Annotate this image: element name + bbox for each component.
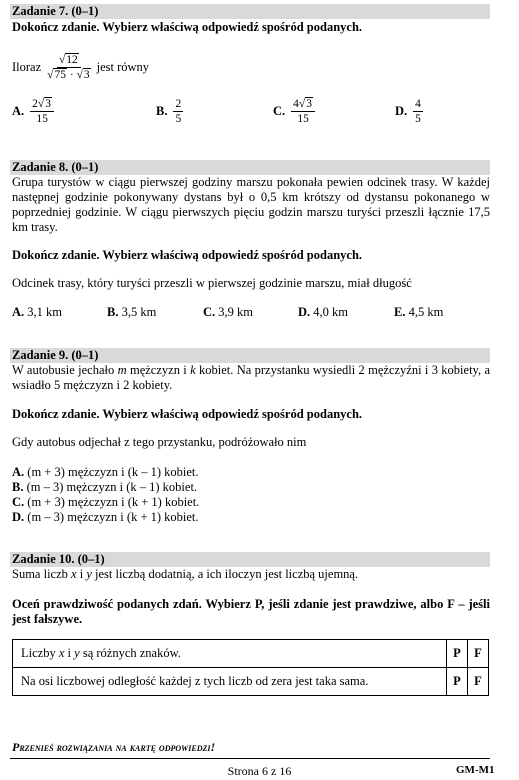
- task8-option-e[interactable]: [394, 305, 443, 320]
- option-text: 3,9 km: [218, 305, 254, 319]
- text-part: są różnych znaków.: [79, 646, 181, 660]
- text-part: Liczby: [21, 646, 59, 660]
- task7-stem-before: Iloraz: [12, 59, 42, 74]
- page-number: Strona 6 z 16: [227, 764, 292, 778]
- option-den: 15: [36, 113, 48, 125]
- option-label: A.: [12, 465, 25, 479]
- task9-option-d[interactable]: [12, 510, 199, 525]
- option-men-expr: (m + 3): [27, 495, 65, 509]
- task8-question: Odcinek trasy, który turyści przeszli w pierwszej godzinie marszu, miał długość: [12, 276, 412, 290]
- true-choice-cell[interactable]: P: [447, 640, 468, 668]
- task9-header: Zadanie 9. (0–1): [10, 348, 490, 363]
- text-part: Suma liczb: [12, 567, 72, 581]
- true-choice-cell[interactable]: P: [447, 668, 468, 696]
- option-women-word: kobiet.: [161, 495, 200, 509]
- statement-cell: [13, 640, 447, 668]
- option-text: 3,5 km: [121, 305, 157, 319]
- task7-stem-after: jest równy: [96, 59, 150, 74]
- option-rad: 3: [45, 98, 51, 110]
- task7-option-a[interactable]: A. $\frac{2√3}{15}$: [12, 97, 54, 126]
- task10-text: [12, 567, 490, 582]
- task10-instruction: Oceń prawdziwość podanych zdań. Wybierz P, jeśli zdanie jest prawdziwe, albo F – jeśli jest fałszywe.: [12, 597, 490, 626]
- false-choice-cell[interactable]: F: [468, 668, 489, 696]
- option-text: 4,5 km: [408, 305, 444, 319]
- statement-cell: Na osi liczbowej odległość każdej z tych liczb od zera jest taka sama.: [13, 668, 447, 696]
- task9-option-a[interactable]: [12, 465, 199, 480]
- footer-divider: [10, 758, 490, 759]
- option-women-expr: (k – 1): [127, 465, 162, 479]
- task10-header: Zadanie 10. (0–1): [10, 552, 490, 567]
- option-coef: 4: [293, 98, 299, 110]
- option-women-expr: (k + 1): [126, 510, 162, 524]
- task7-stem-den-b: 3: [83, 68, 90, 81]
- option-label: A.: [12, 104, 25, 118]
- option-coef: 2: [32, 98, 38, 110]
- table-row: [13, 668, 489, 696]
- task7-stem-num: 12: [66, 53, 78, 66]
- task7-stem-fraction: $\frac{√12}{√75 \cdot √3}$: [47, 53, 90, 81]
- option-men-word: mężczyzn i: [64, 495, 128, 509]
- task8-option-c[interactable]: [203, 305, 253, 320]
- option-label: C.: [273, 104, 286, 118]
- option-rad: 3: [306, 98, 312, 110]
- task9-text: [12, 363, 490, 393]
- task9-option-c[interactable]: [12, 495, 199, 510]
- option-label: B.: [107, 305, 119, 319]
- text-part: kobiet. Na przystanku wysiedli 2 mężczyźni i 3 kobiety, a wsiadło 5 mężczyzn i 2 kobiety.: [12, 363, 491, 392]
- option-num: 4: [415, 98, 421, 110]
- task8-option-b[interactable]: [107, 305, 156, 320]
- task8-text: Grupa turystów w ciągu pierwszej godziny marszu pokonała pewien odcinek trasy. W każdej następnej godzinie pokonywany dystans był o 0,5 km krótszy od dystansu pokonanego w poprzedniej godzinie. W ciągu pierwszych pięciu godzin marszu turyści przeszli łącznie 17,5 km trasy.: [12, 175, 490, 234]
- option-label: C.: [12, 495, 25, 509]
- option-label: C.: [203, 305, 216, 319]
- task7-stem-dot: ·: [69, 68, 74, 81]
- option-women-word: kobiet.: [161, 465, 199, 479]
- true-false-table: [12, 639, 489, 696]
- text-part: jest liczbą dodatnią, a ich iloczyn jest liczbą ujemną.: [91, 567, 359, 581]
- variable-y: y: [86, 567, 92, 581]
- option-den: 5: [175, 113, 182, 125]
- option-label: D.: [298, 305, 311, 319]
- task9-instruction: Dokończ zdanie. Wybierz właściwą odpowiedź spośród podanych.: [12, 407, 363, 421]
- text-part: mężczyzn i: [126, 363, 191, 377]
- false-choice-cell[interactable]: F: [468, 640, 489, 668]
- variable-y: y: [74, 646, 80, 660]
- option-text: 4,0 km: [313, 305, 349, 319]
- option-label: A.: [12, 305, 25, 319]
- option-women-word: kobiet.: [161, 510, 199, 524]
- task7-option-c[interactable]: C. $\frac{4√3}{15}$: [273, 97, 315, 126]
- task7-instruction: Dokończ zdanie. Wybierz właściwą odpowiedź spośród podanych.: [12, 20, 363, 34]
- variable-k: k: [190, 363, 196, 377]
- table-row: [13, 640, 489, 668]
- transfer-answers-note: Przenieś rozwiązania na kartę odpowiedzi!: [12, 740, 216, 754]
- variable-x: x: [71, 567, 77, 581]
- task9-option-b[interactable]: [12, 480, 197, 495]
- task7-option-d[interactable]: [395, 97, 423, 126]
- exam-code: GM-M1: [456, 764, 495, 776]
- option-men-expr: (m + 3): [27, 465, 65, 479]
- option-label: D.: [395, 104, 408, 118]
- option-den: 5: [415, 113, 421, 125]
- variable-m: m: [117, 363, 127, 377]
- option-women-expr: (k + 1): [127, 495, 162, 509]
- option-label: E.: [394, 305, 406, 319]
- option-den: 15: [297, 113, 309, 125]
- task7-header: Zadanie 7. (0–1): [10, 4, 490, 19]
- task8-option-a[interactable]: [12, 305, 62, 320]
- task9-question: Gdy autobus odjechał z tego przystanku, podróżowało nim: [12, 435, 307, 449]
- option-men-expr: (m – 3): [26, 480, 64, 494]
- task7-stem-den-a: 75: [54, 68, 66, 81]
- option-women-word: kobiet.: [159, 480, 198, 494]
- text-part: i: [76, 567, 87, 581]
- option-num: 2: [175, 98, 182, 110]
- task8-instruction: Dokończ zdanie. Wybierz właściwą odpowiedź spośród podanych.: [12, 248, 363, 262]
- option-men-word: mężczyzn i: [63, 480, 127, 494]
- variable-x: x: [58, 646, 65, 660]
- text-part: i: [64, 646, 75, 660]
- option-text: 3,1 km: [27, 305, 63, 319]
- task7-stem: [12, 50, 149, 84]
- option-label: B.: [12, 480, 24, 494]
- option-men-word: mężczyzn i: [64, 465, 128, 479]
- option-men-word: mężczyzn i: [64, 510, 127, 524]
- task8-header: Zadanie 8. (0–1): [10, 160, 490, 175]
- task7-option-b[interactable]: [156, 97, 183, 126]
- option-label: B.: [156, 104, 168, 118]
- option-men-expr: (m – 3): [27, 510, 65, 524]
- text-part: W autobusie jechało: [12, 363, 118, 377]
- task8-option-d[interactable]: [298, 305, 348, 320]
- option-label: D.: [12, 510, 25, 524]
- option-women-expr: (k – 1): [126, 480, 160, 494]
